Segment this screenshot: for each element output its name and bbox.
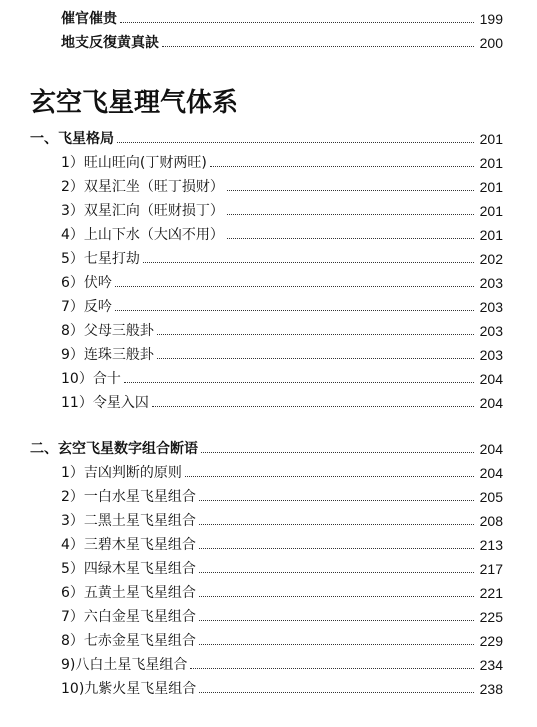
leader-dots: [201, 451, 474, 453]
toc-entry[interactable]: [0, 604, 537, 626]
toc-entry-label: 5）七星打劫: [61, 251, 140, 267]
toc-entry-page: 201: [479, 179, 503, 195]
leader-dots: [185, 475, 474, 477]
toc-entry[interactable]: [0, 484, 537, 506]
leader-dots: [152, 405, 474, 407]
toc-entry[interactable]: [0, 508, 537, 530]
toc-entry-label: 9)八白土星飞星组合: [61, 657, 188, 673]
section-heading-label: 一、飞星格局: [30, 131, 114, 147]
toc-entry[interactable]: [0, 30, 537, 52]
leader-dots: [199, 523, 474, 525]
chapter-title: 玄空飞星理气体系: [30, 88, 239, 118]
toc-entry-page: 229: [479, 633, 503, 649]
leader-dots: [199, 595, 474, 597]
leader-dots: [199, 619, 474, 621]
toc-entry-label: 10）合十: [61, 371, 121, 387]
toc-entry-page: 238: [479, 681, 503, 697]
toc-entry-page: 201: [479, 203, 503, 219]
toc-entry-label: 1）旺山旺向(丁财两旺): [61, 155, 207, 171]
toc-entry-page: 201: [479, 155, 503, 171]
toc-entry-label: 4）上山下水（大凶不用）: [61, 227, 224, 243]
toc-entry[interactable]: [0, 150, 537, 172]
section-heading[interactable]: [0, 126, 537, 148]
toc-entry-label: 2）一白水星飞星组合: [61, 489, 196, 505]
toc-entry[interactable]: [0, 174, 537, 196]
toc-entry[interactable]: [0, 676, 537, 698]
toc-entry-page: 205: [479, 489, 503, 505]
toc-entry-label: 3）二黑土星飞星组合: [61, 513, 196, 529]
toc-entry-page: 204: [479, 371, 503, 387]
leader-dots: [227, 237, 474, 239]
toc-entry[interactable]: [0, 270, 537, 292]
toc-entry[interactable]: [0, 366, 537, 388]
leader-dots: [199, 571, 474, 573]
toc-entry[interactable]: [0, 460, 537, 482]
toc-entry-page: 234: [479, 657, 503, 673]
toc-entry-label: 5）四绿木星飞星组合: [61, 561, 196, 577]
leader-dots: [199, 547, 474, 549]
toc-entry[interactable]: [0, 198, 537, 220]
leader-dots: [120, 21, 474, 23]
toc-entry-label: 1）吉凶判断的原则: [61, 465, 182, 481]
toc-entry[interactable]: [0, 580, 537, 602]
toc-entry-page: 202: [479, 251, 503, 267]
section-heading-page: 201: [479, 131, 503, 147]
toc-entry-label: 10)九紫火星飞星组合: [61, 681, 197, 697]
toc-entry[interactable]: [0, 342, 537, 364]
leader-dots: [227, 213, 474, 215]
toc-entry[interactable]: [0, 294, 537, 316]
toc-entry[interactable]: [0, 246, 537, 268]
toc-entry-label: 6）五黄土星飞星组合: [61, 585, 196, 601]
toc-entry-page: 217: [479, 561, 503, 577]
toc-entry[interactable]: [0, 222, 537, 244]
toc-entry-page: 203: [479, 275, 503, 291]
leader-dots: [210, 165, 474, 167]
toc-entry-label: 7）六白金星飞星组合: [61, 609, 196, 625]
toc-entry-label: 3）双星汇向（旺财损丁）: [61, 203, 224, 219]
toc-entry-page: 201: [479, 227, 503, 243]
leader-dots: [162, 45, 474, 47]
toc-entry-page: 221: [479, 585, 503, 601]
toc-entry-label: 6）伏吟: [61, 275, 112, 291]
toc-entry-label: 9）连珠三般卦: [61, 347, 154, 363]
toc-entry-label: 11）令星入囚: [61, 395, 149, 411]
leader-dots: [117, 141, 474, 143]
leader-dots: [199, 499, 474, 501]
toc-entry[interactable]: [0, 628, 537, 650]
leader-dots: [199, 643, 474, 645]
leader-dots: [157, 333, 474, 335]
toc-entry-label: 7）反吟: [61, 299, 112, 315]
toc-entry-label: 催官催贵: [61, 11, 117, 27]
toc-entry-page: 213: [479, 537, 503, 553]
toc-entry[interactable]: [0, 556, 537, 578]
leader-dots: [227, 189, 474, 191]
toc-entry-page: 203: [479, 299, 503, 315]
leader-dots: [124, 381, 474, 383]
toc-entry-label: 8）父母三般卦: [61, 323, 154, 339]
leader-dots: [143, 261, 474, 263]
leader-dots: [190, 667, 474, 669]
toc-entry[interactable]: [0, 6, 537, 28]
toc-entry-page: 204: [479, 395, 503, 411]
toc-entry[interactable]: [0, 390, 537, 412]
section-heading-page: 204: [479, 441, 503, 457]
toc-entry[interactable]: [0, 318, 537, 340]
toc-entry-page: 203: [479, 347, 503, 363]
toc-entry-page: 199: [479, 11, 503, 27]
section-heading-label: 二、玄空飞星数字组合断语: [30, 441, 198, 457]
leader-dots: [115, 309, 474, 311]
leader-dots: [115, 285, 474, 287]
toc-entry-page: 208: [479, 513, 503, 529]
section-heading[interactable]: [0, 436, 537, 458]
leader-dots: [157, 357, 474, 359]
toc-entry-label: 8）七赤金星飞星组合: [61, 633, 196, 649]
toc-entry-page: 204: [479, 465, 503, 481]
toc-entry-label: 2）双星汇坐（旺丁损财）: [61, 179, 224, 195]
toc-entry-page: 200: [479, 35, 503, 51]
toc-entry-label: 地支反復黄真訣: [61, 35, 159, 51]
toc-entry[interactable]: [0, 532, 537, 554]
leader-dots: [199, 691, 474, 693]
toc-entry[interactable]: [0, 652, 537, 674]
toc-entry-page: 225: [479, 609, 503, 625]
toc-entry-label: 4）三碧木星飞星组合: [61, 537, 196, 553]
toc-entry-page: 203: [479, 323, 503, 339]
